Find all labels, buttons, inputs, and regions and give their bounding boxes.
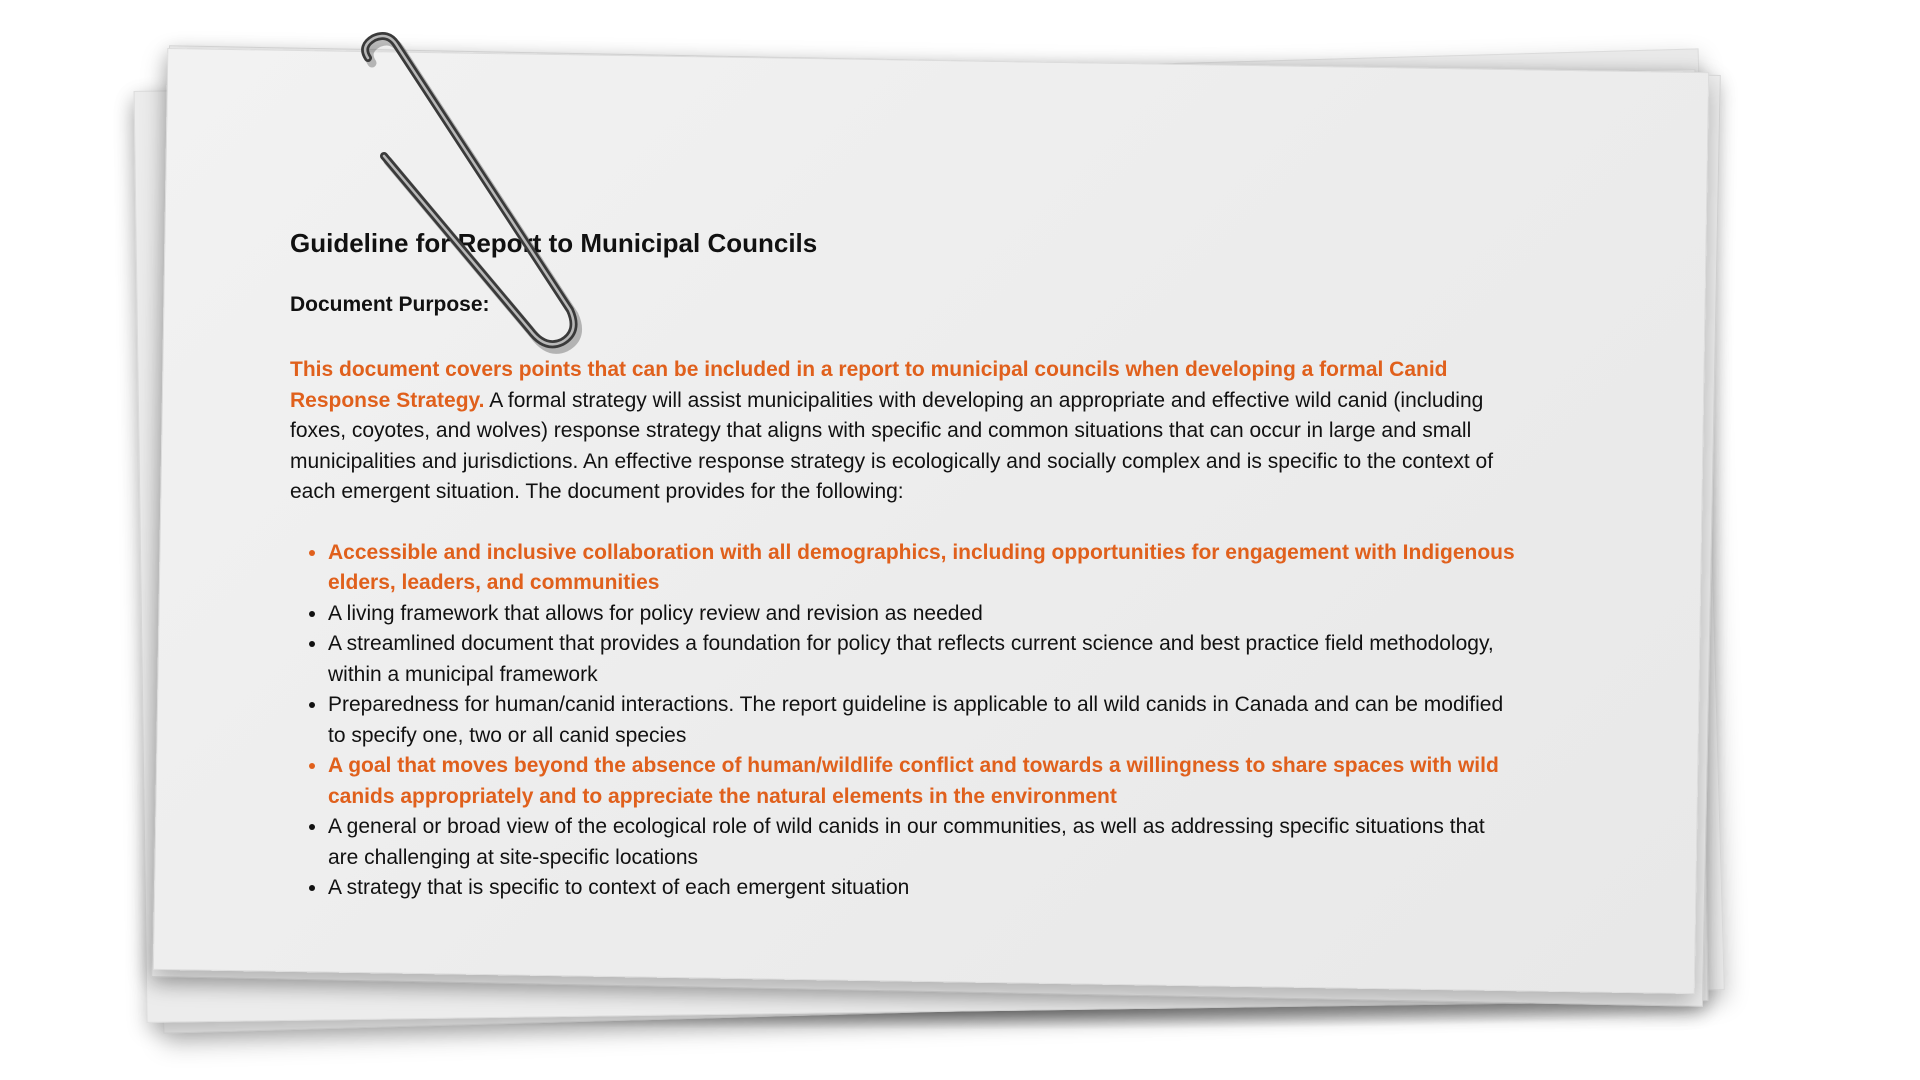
intro-paragraph <box>290 355 1520 508</box>
intro-text: A formal strategy will assist municipalities with developing an appropriate and effective wild canid (including foxes, coyotes, and wolves) response strategy that aligns with specific and common situations that can occur in large and small municipalities and jurisdictions. An effective response strategy is ecologically and socially complex and is specific to the context of each emergent situation. The document provides for the following: <box>290 388 1494 503</box>
document-title: Guideline for Report to Municipal Councils <box>290 228 818 258</box>
list-item: • Accessible and inclusive collaboration with all demographics, including opportunities for engagement with Indigenous elders, leaders, and communities <box>328 538 1520 599</box>
purpose-point-list <box>290 538 1520 904</box>
list-item: • A goal that moves beyond the absence of human/wildlife conflict and towards a willingness to share spaces with wild canids appropriately and to appreciate the natural elements in the environment <box>328 751 1520 812</box>
paperclip-icon <box>340 30 620 370</box>
list-item: • A streamlined document that provides a foundation for policy that reflects current science and best practice field methodology, within a municipal framework <box>328 629 1520 690</box>
list-item: • Preparedness for human/canid interactions. The report guideline is applicable to all wild canids in Canada and can be modified to specify one, two or all canid species <box>328 690 1520 751</box>
purpose-heading: Document Purpose: <box>290 293 490 316</box>
list-item: • A general or broad view of the ecological role of wild canids in our communities, as well as addressing specific situations that are challenging at site-specific locations <box>328 812 1520 873</box>
intro-highlight: This document covers points that can be included in a report to municipal councils when developing a formal Canid Response Strategy. <box>290 358 1448 412</box>
list-item: • A strategy that is specific to context of each emergent situation <box>328 873 1520 904</box>
list-item: • A living framework that allows for policy review and revision as needed <box>328 599 1520 630</box>
